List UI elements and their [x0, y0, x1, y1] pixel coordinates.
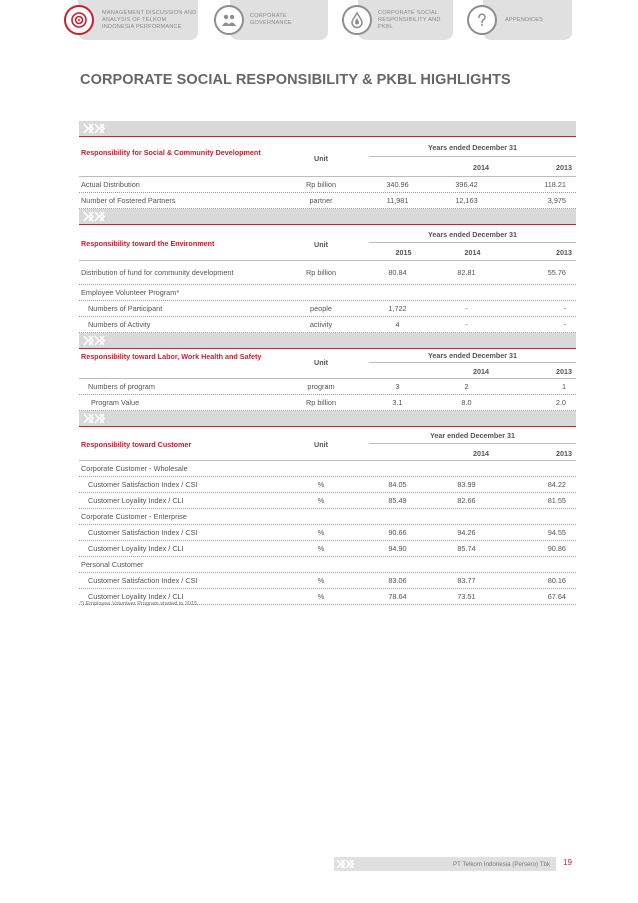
year-header: 2013 — [556, 163, 572, 172]
unit-header: Unit — [314, 440, 328, 449]
year-header: 2015 — [395, 248, 412, 257]
year-header: 2014 — [473, 163, 489, 172]
table-row — [79, 379, 576, 395]
row-label: Customer Satisfaction Index / CSI — [88, 576, 198, 585]
section-title: Responsibility for Social & Community Development — [81, 148, 261, 157]
top-navigation — [64, 0, 576, 40]
period-header: Years ended December 31 — [369, 351, 576, 363]
table-row — [79, 573, 576, 589]
row-unit: % — [317, 480, 325, 489]
row-label: Corporate Customer - Wholesale — [81, 464, 188, 473]
row-value: 83.77 — [457, 576, 476, 585]
row-value: 8.0 — [461, 398, 472, 407]
table-row — [79, 395, 576, 411]
row-value: 81.55 — [547, 496, 566, 505]
row-value: 2.0 — [555, 398, 566, 407]
row-value: 83.06 — [388, 576, 407, 585]
year-headers — [369, 163, 576, 172]
table-header — [79, 427, 576, 461]
highlights-tables — [79, 121, 576, 605]
row-value: 90.66 — [388, 528, 407, 537]
section-title: Responsibility toward Labor, Work Health and Safety — [81, 352, 262, 361]
chevron-pattern-icon — [83, 413, 107, 424]
row-value: 82.81 — [457, 268, 476, 277]
row-value: 4 — [395, 320, 400, 329]
table-row — [79, 477, 576, 493]
table-row — [79, 525, 576, 541]
nav-tab-appendices[interactable] — [457, 0, 576, 40]
page-number: 19 — [563, 858, 572, 867]
row-value: 3.1 — [392, 398, 403, 407]
table-row-group-label — [79, 461, 576, 477]
row-label: Personal Customer — [81, 560, 144, 569]
section-divider-bar — [79, 333, 576, 349]
row-value: 2 — [464, 382, 469, 391]
row-value: 84.22 — [547, 480, 566, 489]
unit-header: Unit — [314, 240, 328, 249]
period-header: Years ended December 31 — [369, 143, 576, 157]
company-name: PT Telkom Indonesia (Persero) Tbk — [453, 860, 550, 868]
question-icon — [467, 5, 497, 35]
row-value: 84.05 — [388, 480, 407, 489]
row-unit: program — [307, 382, 335, 391]
row-value: 1 — [561, 382, 566, 391]
year-headers — [369, 248, 576, 257]
table-row-group-label — [79, 557, 576, 573]
nav-tab-management-discussion[interactable] — [64, 0, 202, 40]
row-label: Numbers of program — [88, 382, 155, 391]
row-value: 3,975 — [547, 196, 566, 205]
page-title: CORPORATE SOCIAL RESPONSIBILITY & PKBL HIGHLIGHTS — [80, 72, 511, 88]
row-label: Customer Loyality Index / CLI — [88, 496, 184, 505]
row-value: 12,163 — [455, 196, 478, 205]
row-value: 78.64 — [388, 592, 407, 601]
nav-tab-label: CORPORATE GOVERNANCE — [250, 13, 292, 26]
row-label: Actual Distribution — [81, 180, 140, 189]
row-unit: % — [317, 528, 325, 537]
people-icon — [214, 5, 244, 35]
row-value: 90.86 — [547, 544, 566, 553]
row-value: 3 — [395, 382, 400, 391]
unit-header: Unit — [314, 358, 328, 367]
row-value: 80.16 — [547, 576, 566, 585]
nav-tab-label: CORPORATE SOCIAL RESPONSIBILITY AND PKBL — [378, 9, 441, 30]
chevron-pattern-icon — [336, 859, 356, 869]
table-row-group-label — [79, 509, 576, 525]
table-row — [79, 177, 576, 193]
row-value: 94.26 — [457, 528, 476, 537]
row-unit: % — [317, 544, 325, 553]
row-label: Customer Satisfaction Index / CSI — [88, 480, 198, 489]
row-label: Numbers of Activity — [88, 320, 151, 329]
table-header — [79, 225, 576, 261]
row-label: Corporate Customer - Enterprise — [81, 512, 187, 521]
period-header: Year ended December 31 — [369, 431, 576, 444]
nav-tab-csr-pkbl[interactable] — [332, 0, 457, 40]
row-value: 83.99 — [457, 480, 476, 489]
row-value: 67.64 — [547, 592, 566, 601]
row-value: - — [563, 304, 566, 313]
section-divider-bar — [79, 121, 576, 137]
section-title: Responsibility toward the Environment — [81, 239, 215, 248]
page-footer — [334, 857, 556, 871]
row-unit: activity — [309, 320, 333, 329]
year-header: 2014 — [473, 367, 489, 376]
table-header — [79, 137, 576, 177]
row-label: Distribution of fund for community development — [81, 268, 234, 277]
table-row — [79, 301, 576, 317]
row-label: Customer Loyality Index / CLI — [88, 544, 184, 553]
table-row — [79, 193, 576, 209]
row-unit: % — [317, 496, 325, 505]
table-row — [79, 493, 576, 509]
year-header: 2014 — [473, 449, 489, 458]
section-divider-bar — [79, 411, 576, 427]
row-label: Number of Fostered Partners — [81, 196, 176, 205]
table-header — [79, 349, 576, 379]
row-unit: % — [317, 592, 325, 601]
row-unit: people — [310, 304, 332, 313]
section-divider-bar — [79, 209, 576, 225]
row-label: Customer Loyality Index / CLI — [88, 592, 184, 601]
footnote: *) Employee Volunteer Program started in 2015 — [80, 601, 198, 607]
row-value: 118.21 — [544, 180, 566, 189]
row-value: - — [465, 320, 468, 329]
row-value: 80.84 — [388, 268, 407, 277]
row-unit: partner — [309, 196, 333, 205]
section-title: Responsibility toward Customer — [81, 440, 192, 449]
table-row — [79, 317, 576, 333]
row-value: 94.90 — [388, 544, 407, 553]
drop-icon — [342, 5, 372, 35]
row-value: 340.96 — [386, 180, 409, 189]
row-value: 396.42 — [455, 180, 478, 189]
year-header: 2013 — [556, 367, 572, 376]
row-value: - — [563, 320, 566, 329]
period-header: Years ended December 31 — [369, 230, 576, 243]
chevron-pattern-icon — [83, 123, 107, 134]
year-headers — [369, 449, 576, 458]
year-header: 2013 — [556, 248, 572, 257]
row-label: Program Value — [91, 398, 140, 407]
table-row-group-label — [79, 285, 576, 301]
unit-header: Unit — [314, 154, 328, 163]
row-value: 11,981 — [386, 196, 409, 205]
target-icon — [64, 5, 94, 35]
year-header: 2014 — [464, 248, 481, 257]
row-value: 85.49 — [388, 496, 407, 505]
row-unit: Rp billion — [305, 268, 336, 277]
nav-tab-label: MANAGEMENT DISCUSSION AND ANALYSIS OF TELKOM INDONESIA PERFORMANCE — [102, 9, 197, 30]
row-label: Customer Satisfaction Index / CSI — [88, 528, 198, 537]
row-unit: Rp billion — [305, 180, 336, 189]
row-value: 73.51 — [457, 592, 476, 601]
row-value: 1,722 — [388, 304, 407, 313]
table-row — [79, 541, 576, 557]
year-headers — [369, 367, 576, 376]
row-value: - — [465, 304, 468, 313]
nav-tab-label: APPENDICES — [505, 16, 544, 23]
row-label: Employee Volunteer Program* — [81, 288, 180, 297]
row-value: 55.76 — [547, 268, 566, 277]
nav-tab-corporate-governance[interactable] — [202, 0, 332, 40]
chevron-pattern-icon — [83, 335, 107, 346]
row-value: 82.66 — [457, 496, 476, 505]
row-label: Numbers of Participant — [88, 304, 163, 313]
table-row — [79, 261, 576, 285]
row-value: 94.55 — [547, 528, 566, 537]
chevron-pattern-icon — [83, 211, 107, 222]
row-unit: % — [317, 576, 325, 585]
row-value: 85.74 — [457, 544, 476, 553]
year-header: 2013 — [556, 449, 572, 458]
row-unit: Rp billion — [305, 398, 336, 407]
